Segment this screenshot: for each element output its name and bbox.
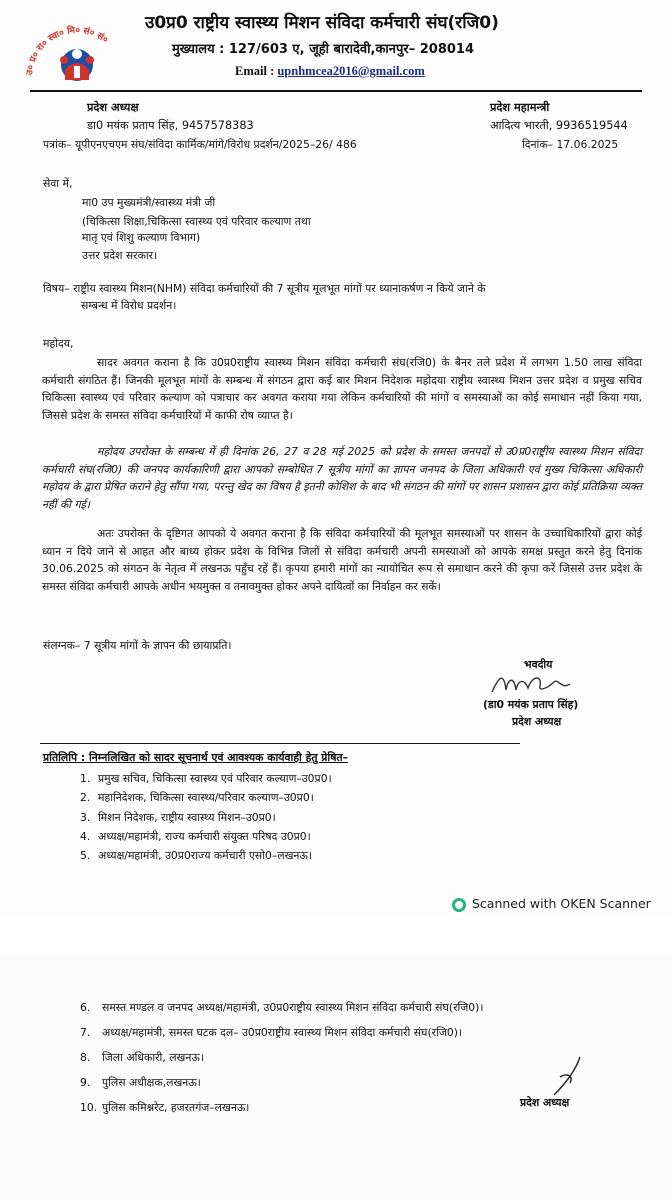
union-logo [22,8,132,90]
page-gap [0,915,672,955]
signature-mark-page-2 [540,1055,590,1100]
signature-mark [488,670,578,700]
copy-to-heading: प्रतिलिपि : निम्नलिखित को सादर सूचनार्थ एवं आवश्यक कार्यवाही हेतु प्रेषित– [43,751,348,764]
scanner-watermark: Scanned with OKEN Scanner [472,896,651,911]
copy-to-list-continued [80,995,483,1120]
paragraph-1: सादर अवगत कराना है कि उ0प्र0राष्ट्रीय स्वास्थ्य मिशन संविदा कर्मचारी संघ(रजि0) के बैनर तले प्रदेश में लगभग 1.50 लाख संविदा कर्मचारी संगठित हैं। जिनकी मूलभूत मांगों के सम्बन्ध में संगठन द्वारा कई बार मिशन निदेशक महोदया राष्ट्रीय स्वास्थ्य मिशन उत्तर प्रदेश व प्रमुख सचिव चिकित्सा स्वास्थ्य एवं परिवार कल्याण को पत्राचार कर अवगत कराया गया लेकिन कर्मचारियों की मांगों व समस्याओं का कोई समाधान नहीं किया गया, जिससे प्रदेश के समस्त संविदा कर्मचारियों में काफी रोष व्याप्त है। [42,356,642,422]
reference-number: पत्रांक– यूपीएनएचएम संघ/संविदा कार्मिक/मांगे/विरोध प्रदर्शन/2025–26/ 486 [43,138,357,151]
president-title: प्रदेश अध्यक्ष [87,101,139,114]
copy-divider [40,743,520,744]
list-item: 9. पुलिस अधीक्षक,लखनऊ। [80,1076,201,1089]
org-name: उ0प्र0 राष्ट्रीय स्वास्थ्य मिशन संविदा कर्मचारी संघ(रजि0) [145,13,499,33]
email-line [235,64,425,79]
president-name: डा0 मयंक प्रताप सिंह, 9457578383 [87,119,254,132]
recipient-line-4: मातृ एवं शिशु कल्याण विभाग) [82,231,201,244]
email-label: Email : [235,64,278,78]
email-link[interactable]: upnhmcea2016@gmail.com [277,64,425,78]
list-item: 3. मिशन निदेशक, राष्ट्रीय स्वास्थ्य मिशन–उ0प्र0। [80,810,276,824]
list-item: 6. समस्त मण्डल व जनपद अध्यक्ष/महामंत्री, उ0प्र0राष्ट्रीय स्वास्थ्य मिशन संविदा कर्मचारी संघ(रजि0)। [80,1001,484,1014]
header-divider [30,90,642,92]
letter-date: दिनांक– 17.06.2025 [522,138,619,151]
org-address: मुख्यालय : 127/603 ए, जूही बारादेवी,कानपुर– 208014 [172,42,475,57]
list-item: 2. महानिदेशक, चिकित्सा स्वास्थ्य/परिवार कल्याण–उ0प्र0। [80,791,314,805]
signatory-name: (डा0 मयंक प्रताप सिंह) [483,698,579,711]
recipient-line-3: (चिकित्सा शिक्षा,चिकित्सा स्वास्थ्य एवं परिवार कल्याण तथा [82,215,311,228]
logo-arc-text: उ० प्र० रा० स्वा० मि० सं० सं० [25,25,110,76]
scanner-logo-icon [452,898,466,912]
paragraph-3: अतः उपरोक्त के दृष्टिगत आपको ये अवगत कराना है कि संविदा कर्मचारियों की मूलभूत समस्याओं पर शासन के उच्चाधिकारियों द्वारा कोई ध्यान न दिये जाने से आहत और बाध्य होकर प्रदेश के विभिन्न जिलों से संविदा कर्मचारी अपनी समस्याओं को आपके समक्ष प्रस्तुत करने हेतु दिनांक 30.06.2025 को संगठन के नेतृत्व में लखनऊ पहुँच रहें हैं। कृपया हमारी मांगों का न्यायोचित रूप से समाधान करने की कृपा करें जिससे उत्तर प्रदेश के समस्त संविदा कर्मचारी आपके अधीन भयमुक्त व तनावमुक्त होकर अपने दायित्वों का निर्वाहन कर सकें। [42,527,642,593]
copy-to-list [80,769,332,865]
recipient-line-1: सेवा में, [43,177,73,190]
list-item: 10. पुलिस कमिश्नरेट, हजरतगंज–लखनऊ। [80,1101,250,1114]
enclosure-note: संलग्नक– 7 सूत्रीय मांगों के ज्ञापन की छायाप्रति। [43,639,232,652]
list-item: 1. प्रमुख सचिव, चिकित्सा स्वास्थ्य एवं परिवार कल्याण–उ0प्र0। [80,772,332,785]
list-item: 7. अध्यक्ष/महामंत्री, समस्त घटक दल– उ0प्र0राष्ट्रीय स्वास्थ्य मिशन संविदा कर्मचारी संघ(रजि0)। [80,1026,463,1039]
list-item: 5. अध्यक्ष/महामंत्री, उ0प्र0राज्य कर्मचारी एसो0–लखनऊ। [80,849,312,863]
salutation: महोदय, [43,337,74,350]
closing-phrase: भवदीय [524,658,553,671]
recipient-line-5: उत्तर प्रदेश सरकार। [82,249,158,262]
general-secretary-title: प्रदेश महामन्त्री [490,101,550,114]
subject-line-1: विषय– राष्ट्रीय स्वास्थ्य मिशन(NHM) संविदा कर्मचारियों की 7 सूत्रीय मूलभूत मांगों पर ध्यानाकर्षण न किये जाने के [43,282,486,295]
list-item: 8. जिला अधिकारी, लखनऊ। [80,1051,204,1064]
paragraph-2: महोदय उपरोक्त के सम्बन्ध में ही दिनांक 26, 27 व 28 मई 2025 को प्रदेश के समस्त जनपदों से उ0प्र0राष्ट्रीय स्वास्थ्य मिशन संविदा कर्मचारी संघ(रजि0) की जनपद कार्यकारिणी द्वारा आपको सम्बोधित 7 सूत्रीय मांगों का ज्ञापन जनपद के जिला अधिकारी एवं मुख्य चिकित्सा अधिकारी महोदय के द्वारा प्रेषित कराने हेतु सौंपा गया, परन्तु खेद का विषय है इतनी कोशिश के बाद भी संगठन की मांगों पर शासन प्रशासन द्वारा कोई प्रतिक्रिया व्यक्त नहीं की गई। [42,445,642,511]
signatory-designation: प्रदेश अध्यक्ष [512,715,562,728]
recipient-line-2: मा0 उप मुख्यमंत्री/स्वास्थ्य मंत्री जी [82,196,216,209]
page-2-designation: प्रदेश अध्यक्ष [520,1096,570,1109]
subject-line-2: सम्बन्ध में विरोध प्रदर्शन। [81,299,177,312]
list-item: 4. अध्यक्ष/महामंत्री, राज्य कर्मचारी संयुक्त परिषद उ0प्र0। [80,829,311,843]
general-secretary-name: आदित्य भारती, 9936519544 [490,119,628,132]
